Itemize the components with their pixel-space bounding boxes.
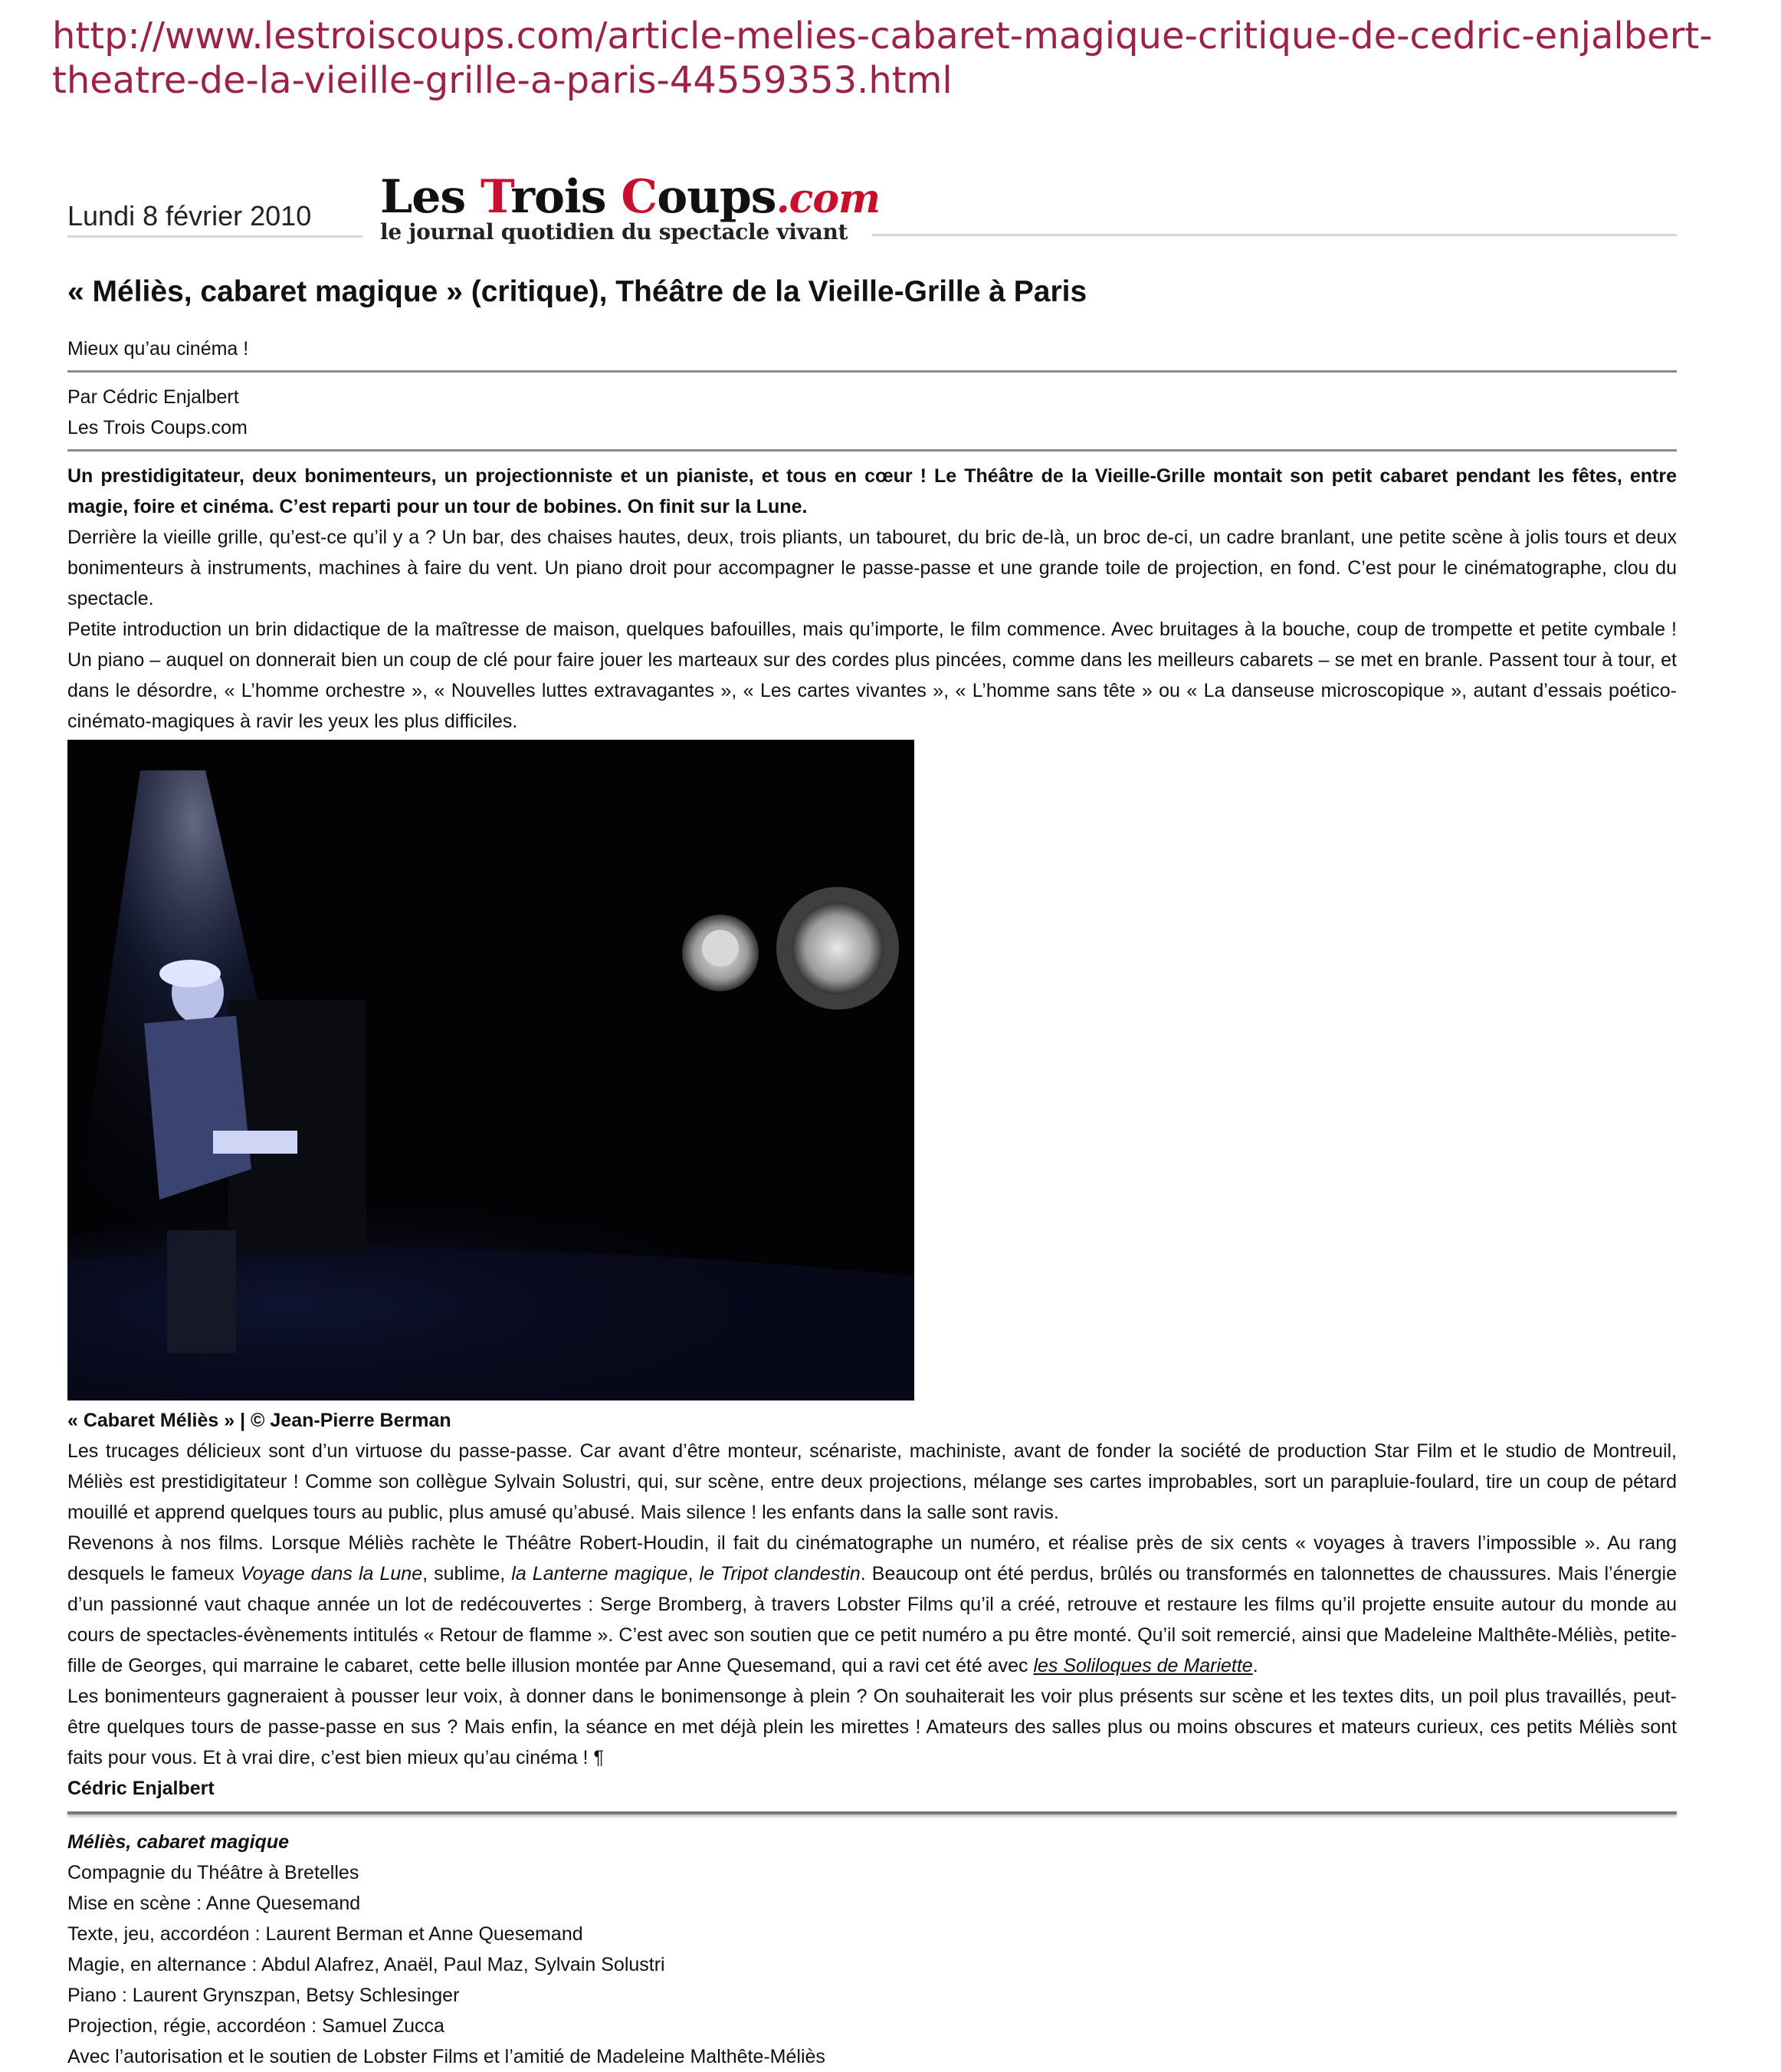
soliloques-link[interactable]: les Soliloques de Mariette [1033,1655,1253,1676]
photo-caption: « Cabaret Méliès » | © Jean-Pierre Berman [67,1410,451,1431]
article-paragraph: Revenons à nos films. Lorsque Méliès rachète le Théâtre Robert-Houdin, il fait du cinématographe un numéro, et réalise près de six cents « voyages à travers l’impossible ». Au rang desquels le fameux Voyage dans la Lune, sublime, la Lanterne magique, le Tripot clandestin. Beaucoup ont été perdus, brûlés ou transformés en talonnettes de chaussures. Mais l’énergie d’un passionné vaut chaque année un lot de redécouvertes : Serge Bromberg, à travers Lobster Films qu’il a créé, retrouve et restaure les films qu’il projette ensuite autour du monde au cours de spectacles-évènements intitulés « Retour de flamme ». C’est avec son soutien que ce petit numéro a pu être monté. Qu’il soit remercié, ainsi que Madeleine Malthête-Méliès, petite-fille de Georges, qui marraine le cabaret, cette belle illusion montée par Anne Quesemand, qui a ravi cet été avec les Soliloques de Mariette. [67,1532,1677,1676]
article-paragraph: Petite introduction un brin didactique de la maîtresse de maison, quelques bafouilles, mais qu’importe, le film commence. Avec bruitages à la bouche, coup de trompette et petite cymbale ! Un piano – auquel on donnerait bien un coup de clé pour faire jouer les marteaux sur des cordes plus pincées, comme dans les meilleurs cabarets – se met en branle. Passent tour à tour, et dans le désordre, « L’homme orchestre », « Nouvelles luttes extravagantes », « Les cartes vivantes », « L’homme sans tête » ou « La danseuse microscopique », autant d’essais poético-cinémato-magiques à ravir les yeux les plus difficiles. [67,619,1677,732]
credit-line: Compagnie du Théâtre à Bretelles [67,1862,359,1883]
credit-line: Avec l’autorisation et le soutien de Lobster Films et l’amitié de Madeleine Malthête-Méliès [67,2046,825,2067]
credits-block [67,1827,1677,2072]
credits-divider [67,1811,1677,1814]
logo-divider [872,234,1677,236]
article-paragraph: Derrière la vieille grille, qu’est-ce qu’il y a ? Un bar, des chaises hautes, deux, trois pliants, un tabouret, du bric de-là, un broc de-ci, un cadre branlant, une petite scène à jolis tours et deux bonimenteurs à instruments, machines à faire du vent. Un piano droit pour accompagner le passe-passe et une grande toile de projection, en fond. C’est pour le cinématographe, clou du spectacle. [67,527,1677,609]
credit-line: Texte, jeu, accordéon : Laurent Berman et Anne Quesemand [67,1923,583,1945]
date-divider [67,235,362,238]
article-title: « Méliès, cabaret magique » (critique), Théâtre de la Vieille-Grille à Paris [67,275,1087,308]
film-title: la Lanterne magique [511,1563,688,1584]
article-paragraph: Les bonimenteurs gagneraient à pousser leur voix, à donner dans le bonimensonge à plein ? On souhaiterait les voir plus présents sur scène et les textes dits, un poil plus travaillés, peut-être quelques tours de passe-passe en sus ? Mais enfin, la séance en met déjà plein les mirettes ! Amateurs des salles plus ou moins obscures et mateurs curieux, ces petits Méliès sont faits pour vous. Et à vrai dire, c’est bien mieux qu’au cinéma ! ¶ [67,1686,1677,1768]
byline: Par Cédric Enjalbert [67,386,239,408]
logo-tagline: le journal quotidien du spectacle vivant [380,219,848,245]
article-lead: Un prestidigitateur, deux bonimenteurs, un projectionniste et un pianiste, et tous en cœur ! Le Théâtre de la Vieille-Grille montait son petit cabaret pendant les fêtes, entre magie, foire et cinéma. C’est reparti pour un tour de bobines. On finit sur la Lune. [67,465,1677,517]
film-title: Voyage dans la Lune [240,1563,423,1584]
masthead [67,172,1677,257]
article-subtitle: Mieux qu’au cinéma ! [67,338,249,360]
signature: Cédric Enjalbert [67,1778,215,1799]
divider [67,449,1677,452]
credits-show-title: Méliès, cabaret magique [67,1831,290,1853]
credit-line: Magie, en alternance : Abdul Alafrez, Anaël, Paul Maz, Sylvain Solustri [67,1954,665,1975]
credit-line: Mise en scène : Anne Quesemand [67,1893,361,1914]
publication-name: Les Trois Coups.com [67,417,248,438]
credit-line: Piano : Laurent Grynszpan, Betsy Schlesinger [67,1985,460,2006]
publication-date: Lundi 8 février 2010 [67,200,312,231]
logo-wordmark: Les Trois Coups.com [380,170,881,224]
photo-stage-illustration [67,740,914,1400]
source-url: http://www.lestroiscoups.com/article-melies-cabaret-magique-critique-de-cedric-enjalbert-theatre-de-la-vieille-grille-a-paris-44559353.html [52,15,1713,102]
article-paragraph: Les trucages délicieux sont d’un virtuose du passe-passe. Car avant d’être monteur, scénariste, machiniste, avant de fonder la société de production Star Film et le studio de Montreuil, Méliès est prestidigitateur ! Comme son collègue Sylvain Solustri, qui, sur scène, entre deux projections, mélange ses cartes improbables, sort un parapluie-foulard, tire un coup de pétard mouillé et apprend quelques tours au public, plus amusé qu’abusé. Mais silence ! les enfants dans la salle sont ravis. [67,1440,1677,1523]
divider [67,370,1677,373]
article-photo [67,740,914,1400]
site-logo [380,172,880,244]
credit-line: Projection, régie, accordéon : Samuel Zucca [67,2015,444,2037]
film-title: le Tripot clandestin [699,1563,861,1584]
article-page [67,172,1677,2072]
